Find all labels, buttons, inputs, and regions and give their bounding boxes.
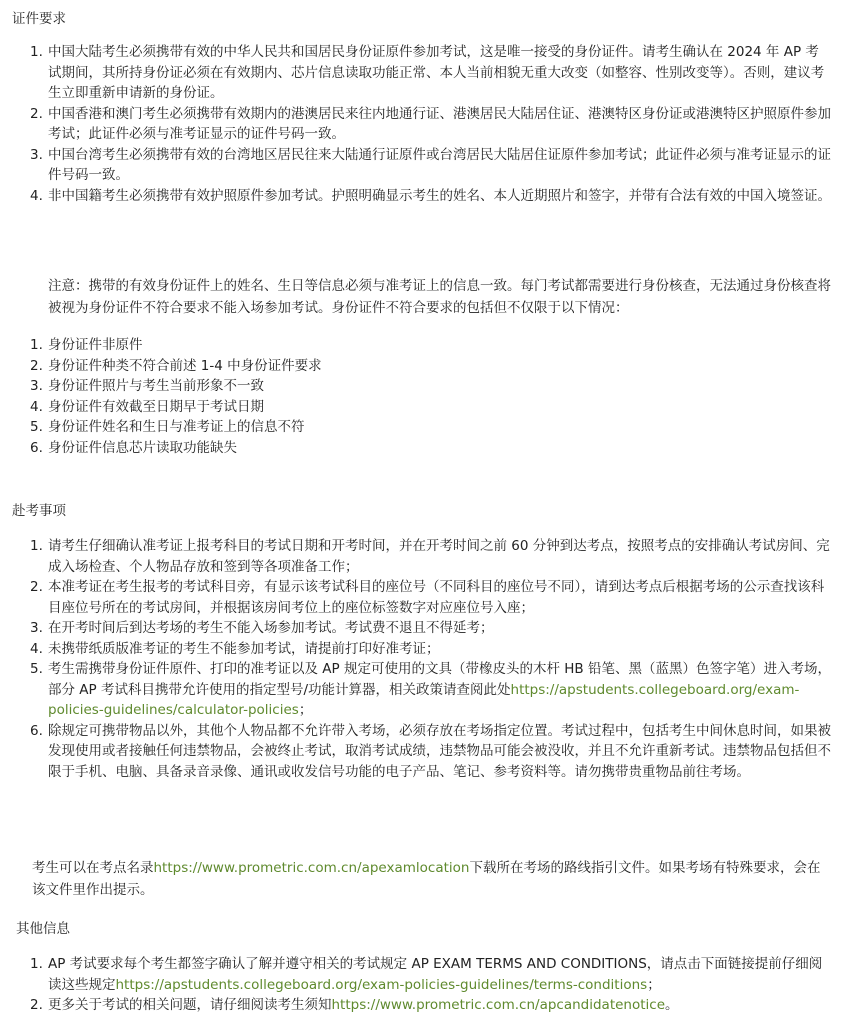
terms-conditions-link[interactable]: https://apstudents.collegeboard.org/exam-policies-guidelines/terms-conditions: [115, 976, 648, 993]
list-item: 2. 身份证件种类不符合前述 1-4 中身份证件要求: [30, 357, 322, 374]
exam-location-link[interactable]: https://www.prometric.com.cn/apexamlocation: [153, 860, 470, 876]
exam-location-paragraph: 考生可以在考点名录https://www.prometric.com.cn/apexamlocation下载所在考场的路线指引文件。如果考场有特殊要求，会在该文件里作出提示。: [32, 860, 821, 898]
list-item: 4. 非中国籍考生必须携带有效护照原件参加考试。护照明确显示考生的姓名、本人近期照片和签字，并带有合法有效的中国入境签证。: [30, 187, 831, 204]
list-item: 2. 中国香港和澳门考生必须携带有效期内的港澳居民来往内地通行证、港澳居民大陆居住证、港澳特区身份证或港澳特区护照原件参加考试；此证件必须与准考证显示的证件号码一致。: [30, 105, 831, 142]
list-item: 1. AP 考试要求每个考生都签字确认了解并遵守相关的考试规定 AP EXAM TERMS AND CONDITIONS，请点击下面链接提前仔细阅读这些规定https://apstudents.collegeboard.org/exam-policies-guidelines/terms-conditions；: [30, 956, 823, 993]
list-item: 6. 除规定可携带物品以外，其他个人物品都不允许带入考场，必须存放在考场指定位置。考试过程中，包括考生中间休息时间，如果被发现使用或者接触任何违禁物品，会被终止考试，取消考试成绩，违禁物品可能会被没收，并且不允许重新考试。违禁物品包括但不限于手机、电脑、具备录音录像、通讯或收发信号功能的电子产品、笔记、参考资料等。请勿携带贵重物品前往考场。: [30, 722, 831, 780]
other-info-list: [30, 954, 832, 1016]
candidate-notice-link[interactable]: https://www.prometric.com.cn/apcandidatenotice: [331, 997, 666, 1013]
list-item: 3. 身份证件照片与考生当前形象不一致: [30, 378, 264, 394]
list-item: 3. 在开考时间后到达考场的考生不能入场参加考试。考试费不退且不得延考；: [30, 620, 494, 636]
exam-notes-list: [30, 536, 832, 782]
list-item: 6. 身份证件信息芯片读取功能缺失: [30, 439, 237, 456]
id-requirements-list: [30, 42, 832, 206]
list-item: 1. 中国大陆考生必须携带有效的中华人民共和国居民身份证原件参加考试，这是唯一接受的身份证件。请考生确认在 2024 年 AP 考试期间，其所持身份证必须在有效期内、芯片信息读取功能正常、本人当前相貌无重大改变（如整容、性别改变等）。否则，建议考生立即重新申请新的身份证。: [30, 44, 825, 101]
list-item: 1. 请考生仔细确认准考证上报考科目的考试日期和开考时间，并在开考时间之前 60 分钟到达考点，按照考点的安排确认考试房间、完成入场检查、个人物品存放和签到等各项准备工作；: [30, 538, 830, 575]
list-item: 3. 中国台湾考生必须携带有效的台湾地区居民往来大陆通行证原件或台湾居民大陆居住证原件参加考试；此证件必须与准考证显示的证件号码一致。: [30, 146, 831, 183]
list-item: 1. 身份证件非原件: [30, 337, 143, 353]
section-heading-id-requirements: 证件要求: [12, 11, 66, 27]
calculator-policies-link[interactable]: https://apstudents.collegeboard.org/exam-policies-guidelines/calculator-policies: [48, 681, 800, 718]
section-heading-other-info: 其他信息: [16, 921, 70, 937]
id-note-paragraph: 注意：携带的有效身份证件上的姓名、生日等信息必须与准考证上的信息一致。每门考试都需要进行身份核查，无法通过身份核查将被视为身份证件不符合要求不能入场参加考试。身份证件不符合要求的包括但不仅限于以下情况：: [48, 278, 831, 316]
id-conditions-list: [30, 335, 832, 458]
list-item: 2. 更多关于考试的相关问题，请仔细阅读考生须知https://www.prometric.com.cn/apcandidatenotice。: [30, 997, 679, 1013]
list-item: 4. 身份证件有效截至日期早于考试日期: [30, 398, 264, 415]
section-heading-exam-notes: 赴考事项: [12, 503, 66, 519]
list-item: 4. 未携带纸质版准考证的考生不能参加考试，请提前打印好准考证；: [30, 640, 440, 657]
list-item: 5. 身份证件姓名和生日与准考证上的信息不符: [30, 419, 305, 435]
list-item: 2. 本准考证在考生报考的考试科目旁，有显示该考试科目的座位号（不同科目的座位号不同），请到达考点后根据考场的公示查找该科目座位号所在的考试房间，并根据该房间考位上的座位标签数字对应座位号入座；: [30, 579, 825, 616]
list-item: 5. 考生需携带身份证件原件、打印的准考证以及 AP 规定可使用的文具（带橡皮头的木杆 HB 铅笔、黑（蓝黑）色签字笔）进入考场，部分 AP 考试科目携带允许使用的指定型号/功能计算器，相关政策请查阅此处https://apstudents.collegeboard.org/exam-policies-guidelines/calculator-policies；: [30, 661, 831, 718]
